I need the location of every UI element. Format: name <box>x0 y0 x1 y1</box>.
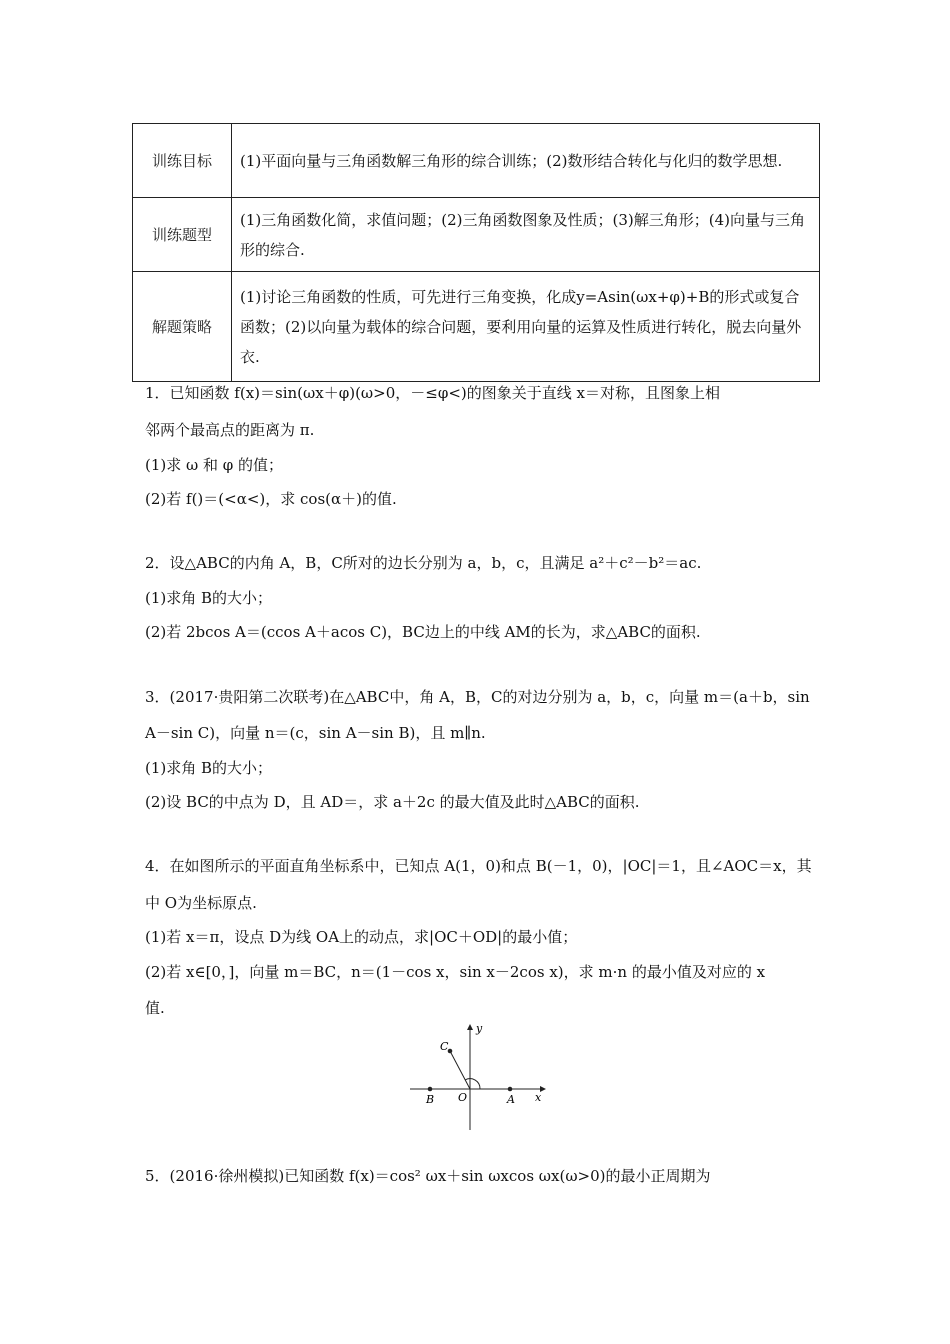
question-1-line-4: (2)若 f()＝(<α<)，求 cos(α＋)的值. <box>145 490 397 508</box>
question-1-line-2: 邻两个最高点的距离为 π. <box>145 421 315 439</box>
label-b: B <box>426 1093 435 1106</box>
y-axis-label: y <box>476 1022 483 1035</box>
question-2-line-1: 2．设△ABC的内角 A，B，C所对的边长分别为 a，b，c，且满足 a²＋c²－b²＝ac. <box>145 554 702 572</box>
question-2-line-3: (2)若 2bcos A＝(ccos A＋acos C)，BC边上的中线 AM的长为，求△ABC的面积. <box>145 623 701 641</box>
question-5-line-1: 5．(2016·徐州模拟)已知函数 f(x)＝cos² ωx＋sin ωxcos ωx(ω>0)的最小正周期为 <box>145 1167 711 1185</box>
segment-oc <box>450 1051 470 1089</box>
table-value: (1)平面向量与三角函数解三角形的综合训练；(2)数形结合转化与化归的数学思想. <box>232 124 820 198</box>
x-axis-label: x <box>535 1091 542 1104</box>
question-4-line-3: (1)若 x＝π，设点 D为线 OA上的动点，求|OC＋OD|的最小值； <box>145 928 578 946</box>
table-row <box>133 272 820 382</box>
training-info-table <box>132 123 820 382</box>
question-2-line-2: (1)求角 B的大小； <box>145 589 273 607</box>
question-3-line-2: A－sin C)，向量 n＝(c，sin A－sin B)，且 m∥n. <box>145 724 486 742</box>
table-value: (1)三角函数化简，求值问题；(2)三角函数图象及性质；(3)解三角形；(4)向量与三角形的综合. <box>232 198 820 272</box>
question-3-line-4: (2)设 BC的中点为 D，且 AD＝，求 a＋2c 的最大值及此时△ABC的面积. <box>145 793 640 811</box>
label-a: A <box>507 1093 515 1106</box>
point-a <box>508 1087 513 1092</box>
point-b <box>428 1087 433 1092</box>
question-4-line-4: (2)若 x∈[0，]，向量 m＝BC，n＝(1－cos x，sin x－2cos x)，求 m·n 的最小值及对应的 x <box>145 963 766 981</box>
table-row <box>133 124 820 198</box>
coordinate-figure <box>400 1020 560 1140</box>
question-1-line-3: (1)求 ω 和 φ 的值； <box>145 456 284 474</box>
y-axis-arrow <box>467 1024 473 1030</box>
question-4-line-1: 4．在如图所示的平面直角坐标系中，已知点 A(1，0)和点 B(－1，0)，|OC|＝1，且∠AOC＝x，其 <box>145 857 812 875</box>
table-key: 解题策略 <box>133 272 232 382</box>
question-3-line-1: 3．(2017·贵阳第二次联考)在△ABC中，角 A，B，C的对边分别为 a，b，c，向量 m＝(a＋b，sin <box>145 688 810 706</box>
question-3-line-3: (1)求角 B的大小； <box>145 759 273 777</box>
table-key: 训练目标 <box>133 124 232 198</box>
table-row <box>133 198 820 272</box>
question-4-line-2: 中 O为坐标原点. <box>145 894 257 912</box>
label-c: C <box>440 1040 449 1053</box>
question-1-line-1: 1．已知函数 f(x)＝sin(ωx＋φ)(ω>0，－≤φ<)的图象关于直线 x＝对称，且图象上相 <box>145 384 720 402</box>
label-o: O <box>458 1091 468 1104</box>
question-4-line-5: 值. <box>145 999 165 1017</box>
table-value: (1)讨论三角函数的性质，可先进行三角变换，化成y=Asin(ωx+φ)+B的形式或复合函数；(2)以向量为载体的综合问题，要利用向量的运算及性质进行转化，脱去向量外衣. <box>232 272 820 382</box>
table-key: 训练题型 <box>133 198 232 272</box>
